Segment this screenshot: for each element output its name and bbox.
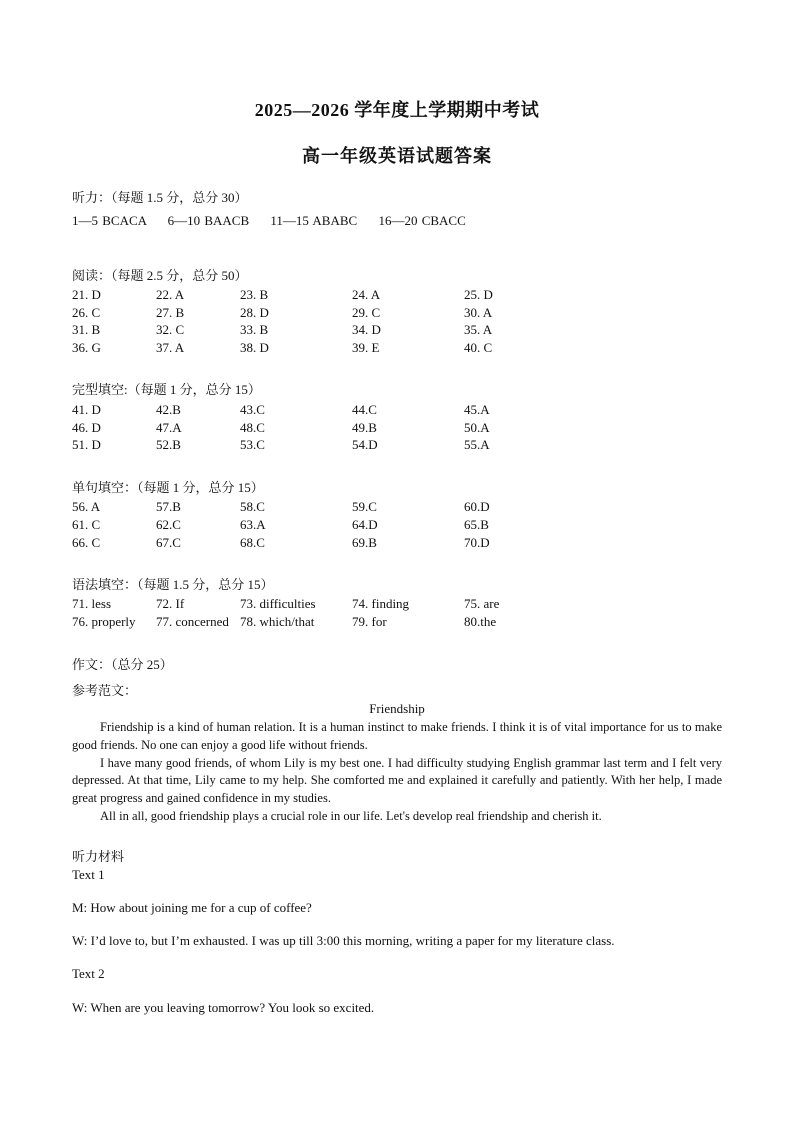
single-fill-row bbox=[0, 499, 794, 517]
answer-item: 60.D bbox=[464, 499, 490, 514]
answer-item: 69.B bbox=[352, 535, 377, 550]
answer-item: 66. C bbox=[72, 535, 101, 550]
answer-item: 21. D bbox=[72, 287, 101, 302]
answer-item: 33. B bbox=[240, 322, 269, 337]
cloze-header: 完型填空:（每题 1 分，总分 15） bbox=[72, 382, 261, 397]
answer-item: 23. B bbox=[240, 287, 269, 302]
listening-header: 听力：（每题 1.5 分，总分 30） bbox=[72, 190, 248, 205]
reading-row bbox=[0, 305, 794, 323]
reading-row bbox=[0, 287, 794, 305]
answer-item: 38. D bbox=[240, 340, 269, 355]
answer-item: 22. A bbox=[156, 287, 185, 302]
answer-item: 45.A bbox=[464, 402, 490, 417]
essay-paragraph: Friendship is a kind of human relation. It is a human instinct to make friends. I think it is of vital importance for us to make good friends. No one can enjoy a good life without friends. bbox=[72, 720, 722, 752]
answer-item: 74. finding bbox=[352, 596, 410, 611]
answer-item: 67.C bbox=[156, 535, 181, 550]
essay-paragraph: I have many good friends, of whom Lily is my best one. I had difficulty studying English grammar last term and I felt very depressed. At that time, Lily came to my help. She comforted me and explained it carefully and patiently. With her help, I made great progress and gained confidence in my studies. bbox=[72, 755, 722, 806]
answer-item: 72. If bbox=[156, 596, 185, 611]
answer-item: 62.C bbox=[156, 517, 181, 532]
grammar-fill-row bbox=[0, 596, 794, 614]
transcript-header: 听力材料 bbox=[72, 849, 125, 864]
answer-item: 28. D bbox=[240, 305, 269, 320]
answer-item: 30. A bbox=[464, 305, 493, 320]
answer-item: 59.C bbox=[352, 499, 377, 514]
writing-header: 作文：（总分 25） bbox=[72, 657, 173, 672]
answer-item: 37. A bbox=[156, 340, 185, 355]
answer-item: 24. A bbox=[352, 287, 381, 302]
answer-item: 31. B bbox=[72, 322, 101, 337]
answer-item: 73. difficulties bbox=[240, 596, 316, 611]
answer-item: 43.C bbox=[240, 402, 265, 417]
answer-item: 42.B bbox=[156, 402, 181, 417]
answer-item: 65.B bbox=[464, 517, 489, 532]
answer-item: 63.A bbox=[240, 517, 266, 532]
answer-item: 49.B bbox=[352, 420, 377, 435]
answer-item: 51. D bbox=[72, 437, 101, 452]
essay-title: Friendship bbox=[369, 701, 425, 716]
answer-item: 39. E bbox=[352, 340, 380, 355]
answer-item: 25. D bbox=[464, 287, 493, 302]
reading-header: 阅读：（每题 2.5 分，总分 50） bbox=[72, 268, 248, 283]
answer-item: 47.A bbox=[156, 420, 182, 435]
answer-item: 48.C bbox=[240, 420, 265, 435]
answer-item: 75. are bbox=[464, 596, 500, 611]
answer-item: 80.the bbox=[464, 614, 497, 629]
cloze-row bbox=[0, 402, 794, 420]
answer-item: 27. B bbox=[156, 305, 185, 320]
dialogue-line: W: When are you leaving tomorrow? You look so excited. bbox=[72, 1000, 375, 1015]
answer-item: 41. D bbox=[72, 402, 101, 417]
answer-item: 35. A bbox=[464, 322, 493, 337]
exam-subtitle: 高一年级英语试题答案 bbox=[302, 146, 492, 166]
dialogue-line: W: I’d love to, but I’m exhausted. I was up till 3:00 this morning, writing a paper for my literature class. bbox=[72, 933, 615, 948]
answer-item: 34. D bbox=[352, 322, 381, 337]
answer-item: 50.A bbox=[464, 420, 490, 435]
answer-item: 52.B bbox=[156, 437, 181, 452]
answer-item: 44.C bbox=[352, 402, 377, 417]
answer-item: 29. C bbox=[352, 305, 381, 320]
single-fill-row bbox=[0, 535, 794, 553]
answer-item: 26. C bbox=[72, 305, 101, 320]
answer-item: 76. properly bbox=[72, 614, 136, 629]
answer-item: 61. C bbox=[72, 517, 101, 532]
answer-item: 64.D bbox=[352, 517, 378, 532]
grammar-fill-header: 语法填空：（每题 1.5 分，总分 15） bbox=[72, 577, 274, 592]
answer-item: 58.C bbox=[240, 499, 265, 514]
answer-item: 78. which/that bbox=[240, 614, 315, 629]
dialogue-line: M: How about joining me for a cup of coffee? bbox=[72, 900, 312, 915]
answer-item: 55.A bbox=[464, 437, 490, 452]
grammar-fill-row bbox=[0, 614, 794, 632]
reading-row bbox=[0, 340, 794, 358]
answer-item: 40. C bbox=[464, 340, 493, 355]
answer-item: 79. for bbox=[352, 614, 387, 629]
essay-paragraph: All in all, good friendship plays a crucial role in our life. Let's develop real friendship and cherish it. bbox=[100, 808, 602, 823]
essay-body bbox=[72, 719, 722, 826]
answer-item: 54.D bbox=[352, 437, 378, 452]
answer-item: 32. C bbox=[156, 322, 185, 337]
cloze-row bbox=[0, 420, 794, 438]
exam-title: 2025—2026 学年度上学期期中考试 bbox=[254, 100, 540, 120]
text2-label: Text 2 bbox=[72, 966, 105, 981]
single-fill-row bbox=[0, 517, 794, 535]
answer-item: 70.D bbox=[464, 535, 490, 550]
answer-item: 56. A bbox=[72, 499, 101, 514]
sample-essay-label: 参考范文： bbox=[72, 683, 138, 698]
answer-item: 57.B bbox=[156, 499, 181, 514]
answer-item: 77. concerned bbox=[156, 614, 229, 629]
reading-row bbox=[0, 322, 794, 340]
answer-item: 53.C bbox=[240, 437, 265, 452]
cloze-row bbox=[0, 437, 794, 455]
answer-item: 46. D bbox=[72, 420, 101, 435]
single-fill-header: 单句填空：（每题 1 分，总分 15） bbox=[72, 480, 264, 495]
answer-item: 68.C bbox=[240, 535, 265, 550]
answer-item: 36. G bbox=[72, 340, 101, 355]
answer-item: 71. less bbox=[72, 596, 111, 611]
listening-answers: 1—5 BCACA 6—10 BAACB 11—15 ABABC 16—20 CBACC bbox=[72, 213, 466, 228]
text1-label: Text 1 bbox=[72, 867, 105, 882]
